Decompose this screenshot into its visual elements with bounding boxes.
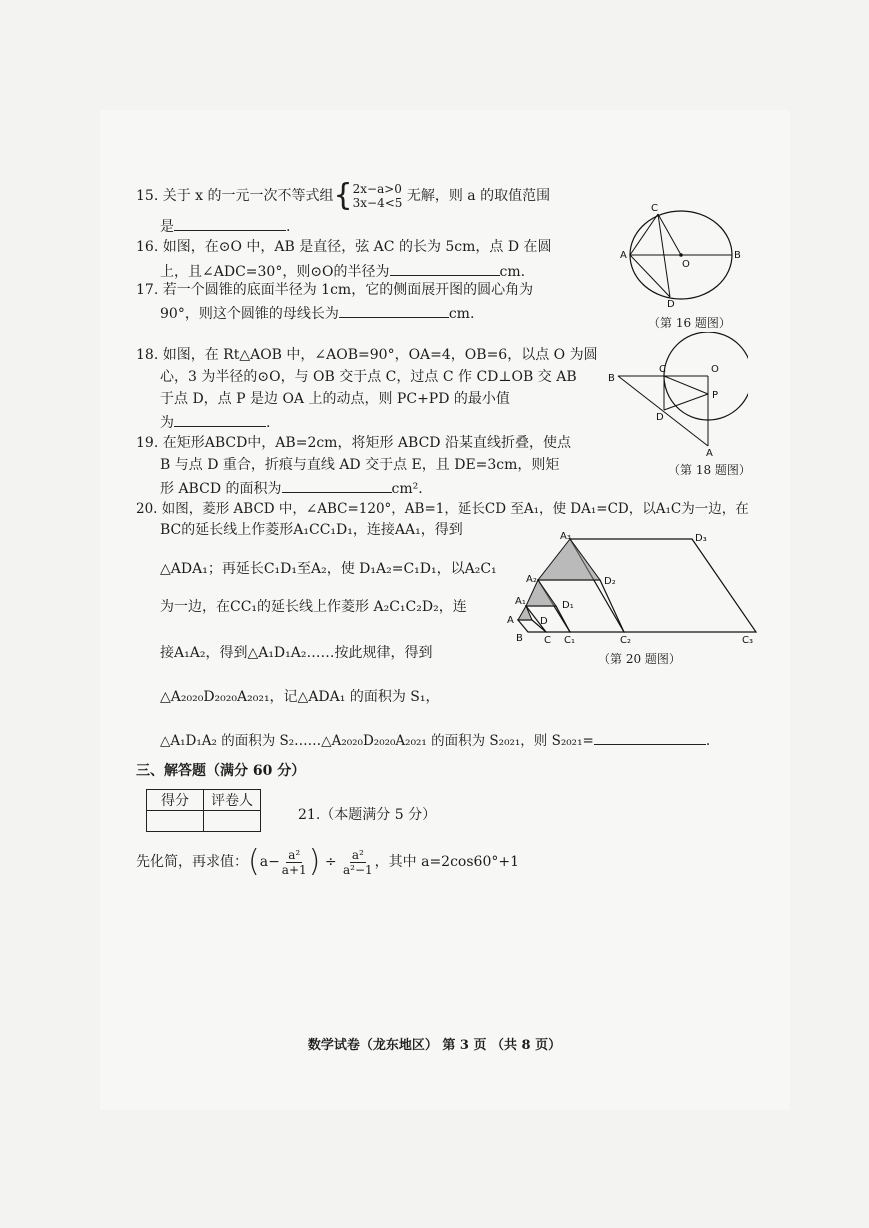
q20-line7-post: . bbox=[705, 733, 711, 749]
q20-line1: 20. 如图，菱形 ABCD 中，∠ABC=120°，AB=1，延长CD 至A₁，使 DA₁=CD，以A₁C为一边，在 bbox=[136, 501, 749, 517]
fig20-label-a2: A₂ bbox=[526, 574, 537, 585]
fig18-label-d: D bbox=[656, 412, 664, 423]
q20-line2: BC的延长线上作菱形A₁CC₁D₁，连接AA₁，得到 bbox=[160, 522, 463, 538]
fig20-label-c1: C₁ bbox=[564, 635, 575, 646]
q15-ineq1: 2x−a>0 bbox=[352, 182, 402, 196]
q15-ineq2: 3x−4<5 bbox=[352, 196, 403, 210]
fig20-label-b: B bbox=[516, 633, 523, 644]
q18-answer-blank[interactable] bbox=[174, 412, 266, 427]
q15-system bbox=[353, 182, 403, 210]
q21-f1-num: a² bbox=[288, 847, 301, 862]
q21-paren-close: ) bbox=[308, 844, 321, 879]
q20-line3: △ADA₁；再延长C₁D₁至A₂，使 D₁A₂=C₁D₁，以A₂C₁ bbox=[160, 561, 497, 577]
fig18-label-p: P bbox=[712, 390, 719, 401]
q18-line4 bbox=[160, 412, 270, 432]
q19-line3-post: cm². bbox=[391, 481, 423, 497]
fig16-label-c: C bbox=[651, 203, 658, 214]
q20-line7-pre: △A₁D₁A₂ 的面积为 S₂……△A₂₀₂₀D₂₀₂₀A₂₀₂₁ 的面积为 S₂₀₂₁，则 S₂₀₂₁= bbox=[160, 733, 594, 749]
fig20-label-c2: C₂ bbox=[620, 635, 631, 646]
fig20-label-d: D bbox=[540, 616, 548, 627]
fig20-label-c: C bbox=[544, 635, 551, 646]
q21-post: ，其中 a=2cos60°+1 bbox=[374, 854, 519, 870]
q17-line2-pre: 90°，则这个圆锥的母线长为 bbox=[160, 306, 339, 322]
q17-line2-post: cm. bbox=[448, 306, 475, 322]
q21-f1-den: a+1 bbox=[281, 862, 307, 877]
q21-fraction-2 bbox=[343, 848, 373, 877]
fig16-label-a: A bbox=[620, 250, 627, 261]
q15-line1 bbox=[136, 178, 551, 213]
page-footer: 数学试卷（龙东地区） 第 3 页 （共 8 页） bbox=[307, 1038, 562, 1053]
q17-answer-blank[interactable] bbox=[339, 303, 449, 318]
fig16-center-dot bbox=[679, 253, 683, 257]
fig20-label-a: A bbox=[507, 615, 514, 626]
q18-line2: 心，3 为半径的⊙O，与 OB 交于点 C，过点 C 作 CD⊥OB 交 AB bbox=[160, 369, 577, 385]
fig16-caption: （第 16 题图） bbox=[648, 316, 731, 330]
fig20-label-d3: D₃ bbox=[695, 533, 707, 544]
q19-line3 bbox=[160, 478, 423, 498]
q21-title: 21.（本题满分 5 分） bbox=[298, 807, 437, 823]
q21-f2-num: a² bbox=[351, 847, 364, 862]
fig20-rhombus-3 bbox=[570, 539, 756, 632]
q16-line2-pre: 上，且∠ADC=30°，则⊙O的半径为 bbox=[160, 264, 390, 280]
q18-line4-pre: 为 bbox=[160, 415, 174, 431]
fig18-label-a: A bbox=[706, 448, 713, 458]
fig18-label-c: C bbox=[659, 364, 666, 375]
fig18-label-b: B bbox=[608, 373, 615, 384]
section3-title: 三、解答题（满分 60 分） bbox=[136, 763, 306, 779]
grader-header: 评卷人 bbox=[204, 790, 261, 811]
score-table bbox=[146, 789, 261, 832]
q15-answer-blank[interactable] bbox=[174, 216, 286, 231]
q16-line2-post: cm. bbox=[499, 264, 526, 280]
fig20-shaded-triangle-1 bbox=[518, 606, 532, 620]
q15-text: 15. 关于 x 的一元一次不等式组 bbox=[136, 188, 334, 204]
q21-fraction-1 bbox=[282, 848, 307, 877]
fig18-segment-dp bbox=[664, 394, 708, 410]
q19-line3-pre: 形 ABCD 的面积为 bbox=[160, 481, 282, 497]
q21-divide: ÷ bbox=[324, 854, 337, 870]
q16-line1: 16. 如图，在⊙O 中，AB 是直径，弦 AC 的长为 5cm，点 D 在圆 bbox=[136, 239, 552, 255]
figure-16 bbox=[618, 200, 748, 308]
q21-pre: 先化简，再求值： bbox=[136, 854, 248, 870]
q18-line1: 18. 如图，在 Rt△AOB 中，∠AOB=90°，OA=4，OB=6，以点 O 为圆 bbox=[136, 347, 598, 363]
fig16-label-o: O bbox=[682, 259, 690, 270]
fig18-caption: （第 18 题图） bbox=[668, 463, 751, 477]
fig20-shaded-triangle-3 bbox=[538, 539, 600, 580]
fig18-segment-cp bbox=[664, 376, 708, 394]
q15-line2-pre: 是 bbox=[160, 219, 174, 235]
fig20-label-c3: C₃ bbox=[742, 635, 753, 646]
score-header: 得分 bbox=[147, 790, 204, 811]
figure-20 bbox=[502, 528, 762, 648]
figure-18 bbox=[608, 332, 748, 458]
q20-line6: △A₂₀₂₀D₂₀₂₀A₂₀₂₁，记△ADA₁ 的面积为 S₁， bbox=[160, 689, 440, 705]
q19-line2: B 与点 D 重合，折痕与直线 AD 交于点 E，且 DE=3cm，则矩 bbox=[160, 457, 560, 473]
q16-answer-blank[interactable] bbox=[390, 261, 500, 276]
fig20-label-a3: A₃ bbox=[560, 531, 571, 542]
q20-line4: 为一边，在CC₁的延长线上作菱形 A₂C₁C₂D₂，连 bbox=[160, 599, 467, 615]
fig20-caption: （第 20 题图） bbox=[598, 652, 681, 666]
q15-line2 bbox=[160, 216, 290, 236]
score-cell[interactable] bbox=[147, 811, 204, 832]
q19-answer-blank[interactable] bbox=[282, 478, 392, 493]
q19-line1: 19. 在矩形ABCD中，AB=2cm，将矩形 ABCD 沿某直线折叠，使点 bbox=[136, 435, 571, 451]
fig20-label-d2: D₂ bbox=[604, 576, 616, 587]
q18-line4-post: . bbox=[266, 415, 271, 431]
q15-line2-post: . bbox=[286, 219, 291, 235]
q21-paren-open: ( bbox=[248, 844, 260, 879]
q16-line2 bbox=[160, 261, 525, 281]
q21-a: a− bbox=[259, 854, 280, 870]
q17-line1: 17. 若一个圆锥的底面半径为 1cm，它的侧面展开图的圆心角为 bbox=[136, 282, 534, 298]
q21-expression bbox=[136, 845, 519, 879]
fig16-chord-ac bbox=[630, 214, 658, 255]
fig16-label-d: D bbox=[667, 299, 675, 308]
q15-brace: { bbox=[333, 178, 353, 213]
fig18-label-o: O bbox=[711, 364, 719, 375]
grader-cell[interactable] bbox=[204, 811, 261, 832]
fig20-label-d1: D₁ bbox=[562, 600, 574, 611]
fig18-segment-ab bbox=[618, 376, 708, 446]
fig16-label-b: B bbox=[734, 250, 741, 261]
q21-f2-den: a²−1 bbox=[343, 862, 373, 877]
fig20-label-a1: A₁ bbox=[515, 596, 526, 607]
q18-line3: 于点 D，点 P 是边 OA 上的动点，则 PC+PD 的最小值 bbox=[160, 391, 510, 407]
q17-line2 bbox=[160, 303, 474, 323]
q20-line7 bbox=[160, 730, 710, 750]
q20-answer-blank[interactable] bbox=[594, 730, 706, 745]
q20-line5: 接A₁A₂，得到△A₁D₁A₂……按此规律，得到 bbox=[160, 645, 433, 661]
q15-text-post: 无解，则 a 的取值范围 bbox=[406, 188, 551, 204]
